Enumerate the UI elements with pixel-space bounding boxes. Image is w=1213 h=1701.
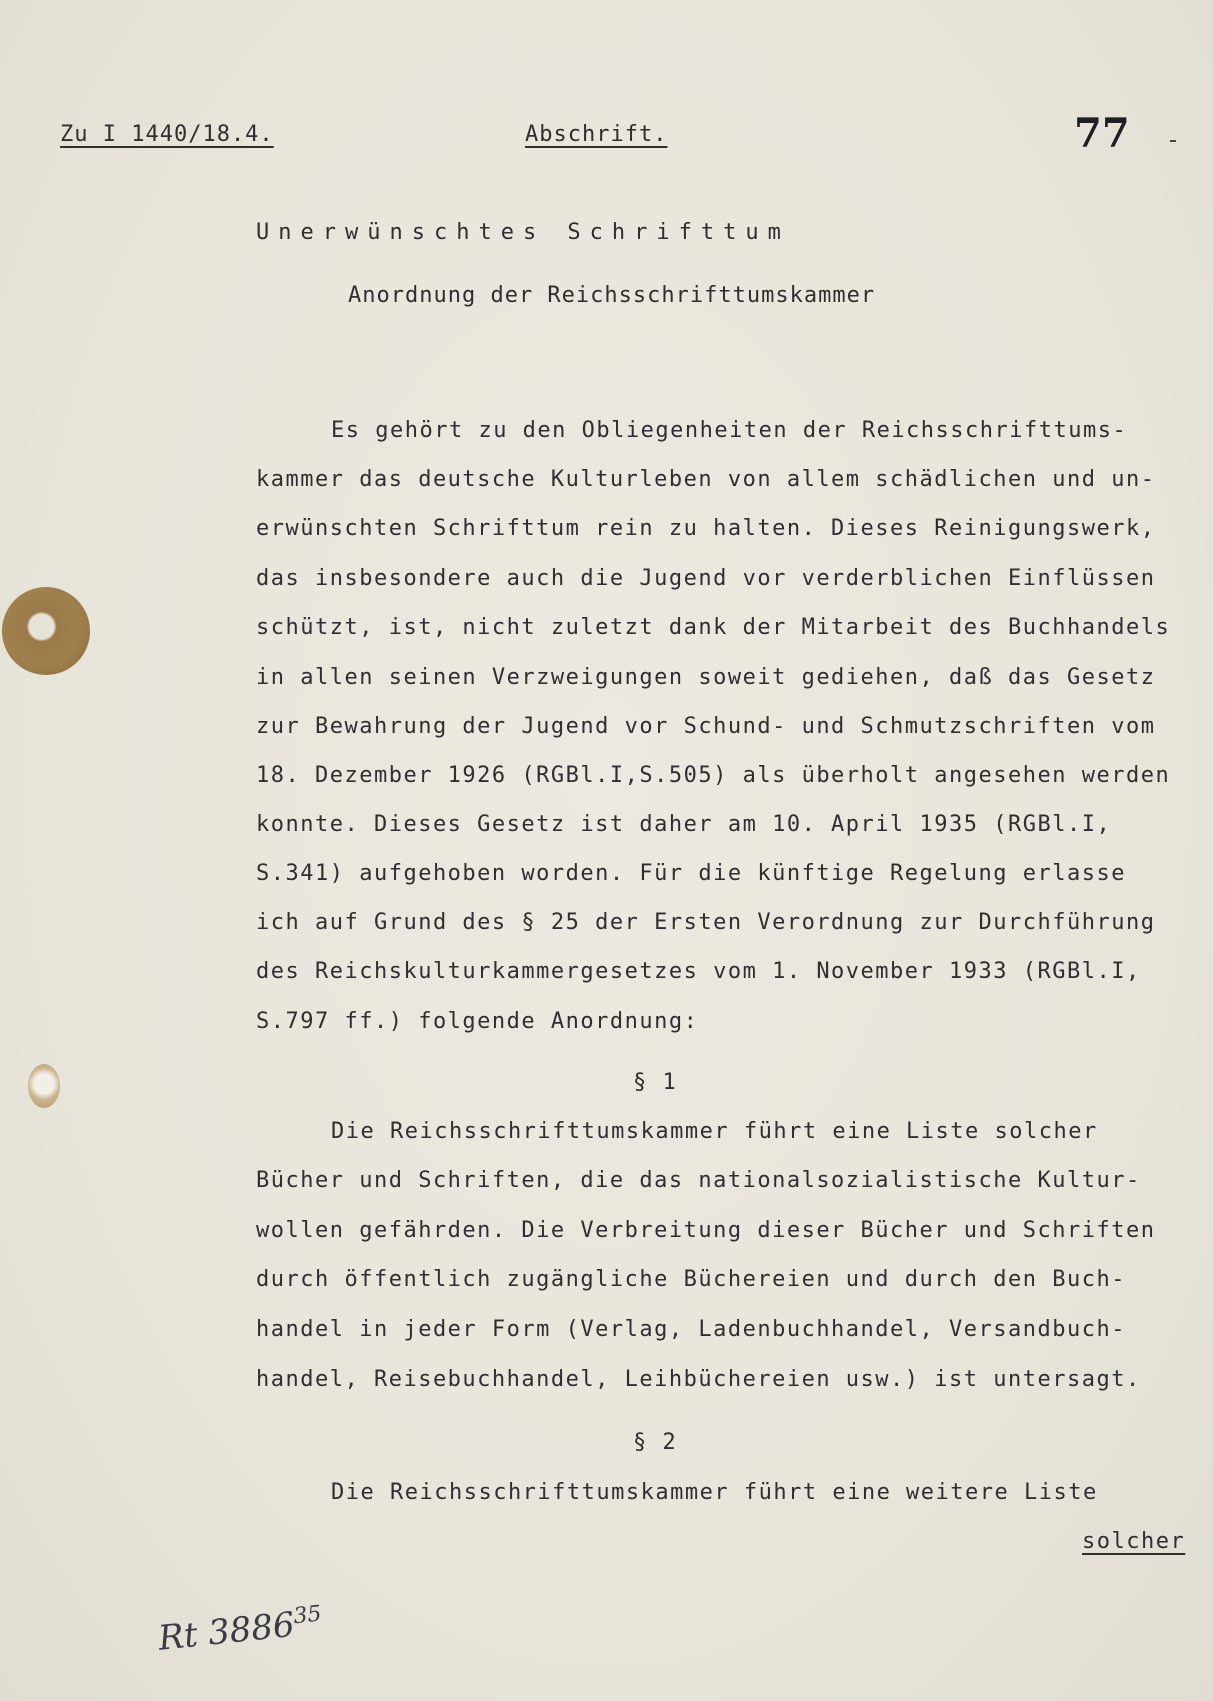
section-line: handel in jeder Form (Verlag, Ladenbuchhandel, Versandbuch- <box>256 1317 1126 1342</box>
page-number: 77 <box>1074 110 1130 157</box>
body-line: des Reichskulturkammergesetzes vom 1. November 1933 (RGBl.I, <box>256 959 1141 984</box>
punch-hole-stain <box>2 587 90 675</box>
body-line: das insbesondere auch die Jugend vor verderblichen Einflüssen <box>256 566 1156 591</box>
section-line: durch öffentlich zugängliche Büchereien und durch den Buch- <box>256 1267 1126 1292</box>
reference-number: Zu I 1440/18.4. <box>60 122 274 147</box>
section-line: Die Reichsschrifttumskammer führt eine Liste solcher <box>331 1119 1098 1144</box>
body-line: ich auf Grund des § 25 der Ersten Verordnung zur Durchführung <box>256 910 1156 935</box>
body-line: Es gehört zu den Obliegenheiten der Reichsschrifttums- <box>331 418 1128 443</box>
section-line: Die Reichsschrifttumskammer führt eine weitere Liste <box>331 1480 1098 1505</box>
section-line: handel, Reisebuchhandel, Leihbüchereien usw.) ist untersagt. <box>256 1367 1141 1392</box>
copy-heading: Abschrift. <box>525 122 668 147</box>
section-heading: § 2 <box>633 1430 678 1455</box>
section-line: Bücher und Schriften, die das nationalsozialistische Kultur- <box>256 1168 1141 1193</box>
handwritten-note <box>156 1602 324 1659</box>
punch-hole <box>28 1064 60 1108</box>
body-line: erwünschten Schrifttum rein zu halten. Dieses Reinigungswerk, <box>256 516 1156 541</box>
handwritten-note-superscript: 35 <box>292 1601 323 1630</box>
section-line: wollen gefährden. Die Verbreitung dieser Bücher und Schriften <box>256 1218 1156 1243</box>
body-line: schützt, ist, nicht zuletzt dank der Mitarbeit des Buchhandels <box>256 615 1171 640</box>
margin-mark <box>1170 140 1176 142</box>
handwritten-note-main: Rt 3886 <box>156 1604 297 1659</box>
document-title: Unerwünschtes Schrifttum <box>256 220 790 245</box>
body-line: S.341) aufgehoben worden. Für die künftige Regelung erlasse <box>256 861 1126 886</box>
section-heading: § 1 <box>633 1070 678 1095</box>
catchword: solcher <box>1082 1529 1186 1554</box>
document-subtitle: Anordnung der Reichsschrifttumskammer <box>348 283 876 308</box>
body-line: konnte. Dieses Gesetz ist daher am 10. April 1935 (RGBl.I, <box>256 812 1112 837</box>
body-line: S.797 ff.) folgende Anordnung: <box>256 1009 699 1034</box>
body-line: kammer das deutsche Kulturleben von allem schädlichen und un- <box>256 467 1156 492</box>
body-line: 18. Dezember 1926 (RGBl.I,S.505) als überholt angesehen werden <box>256 763 1171 788</box>
body-line: zur Bewahrung der Jugend vor Schund- und Schmutzschriften vom <box>256 714 1156 739</box>
body-line: in allen seinen Verzweigungen soweit gediehen, daß das Gesetz <box>256 665 1156 690</box>
